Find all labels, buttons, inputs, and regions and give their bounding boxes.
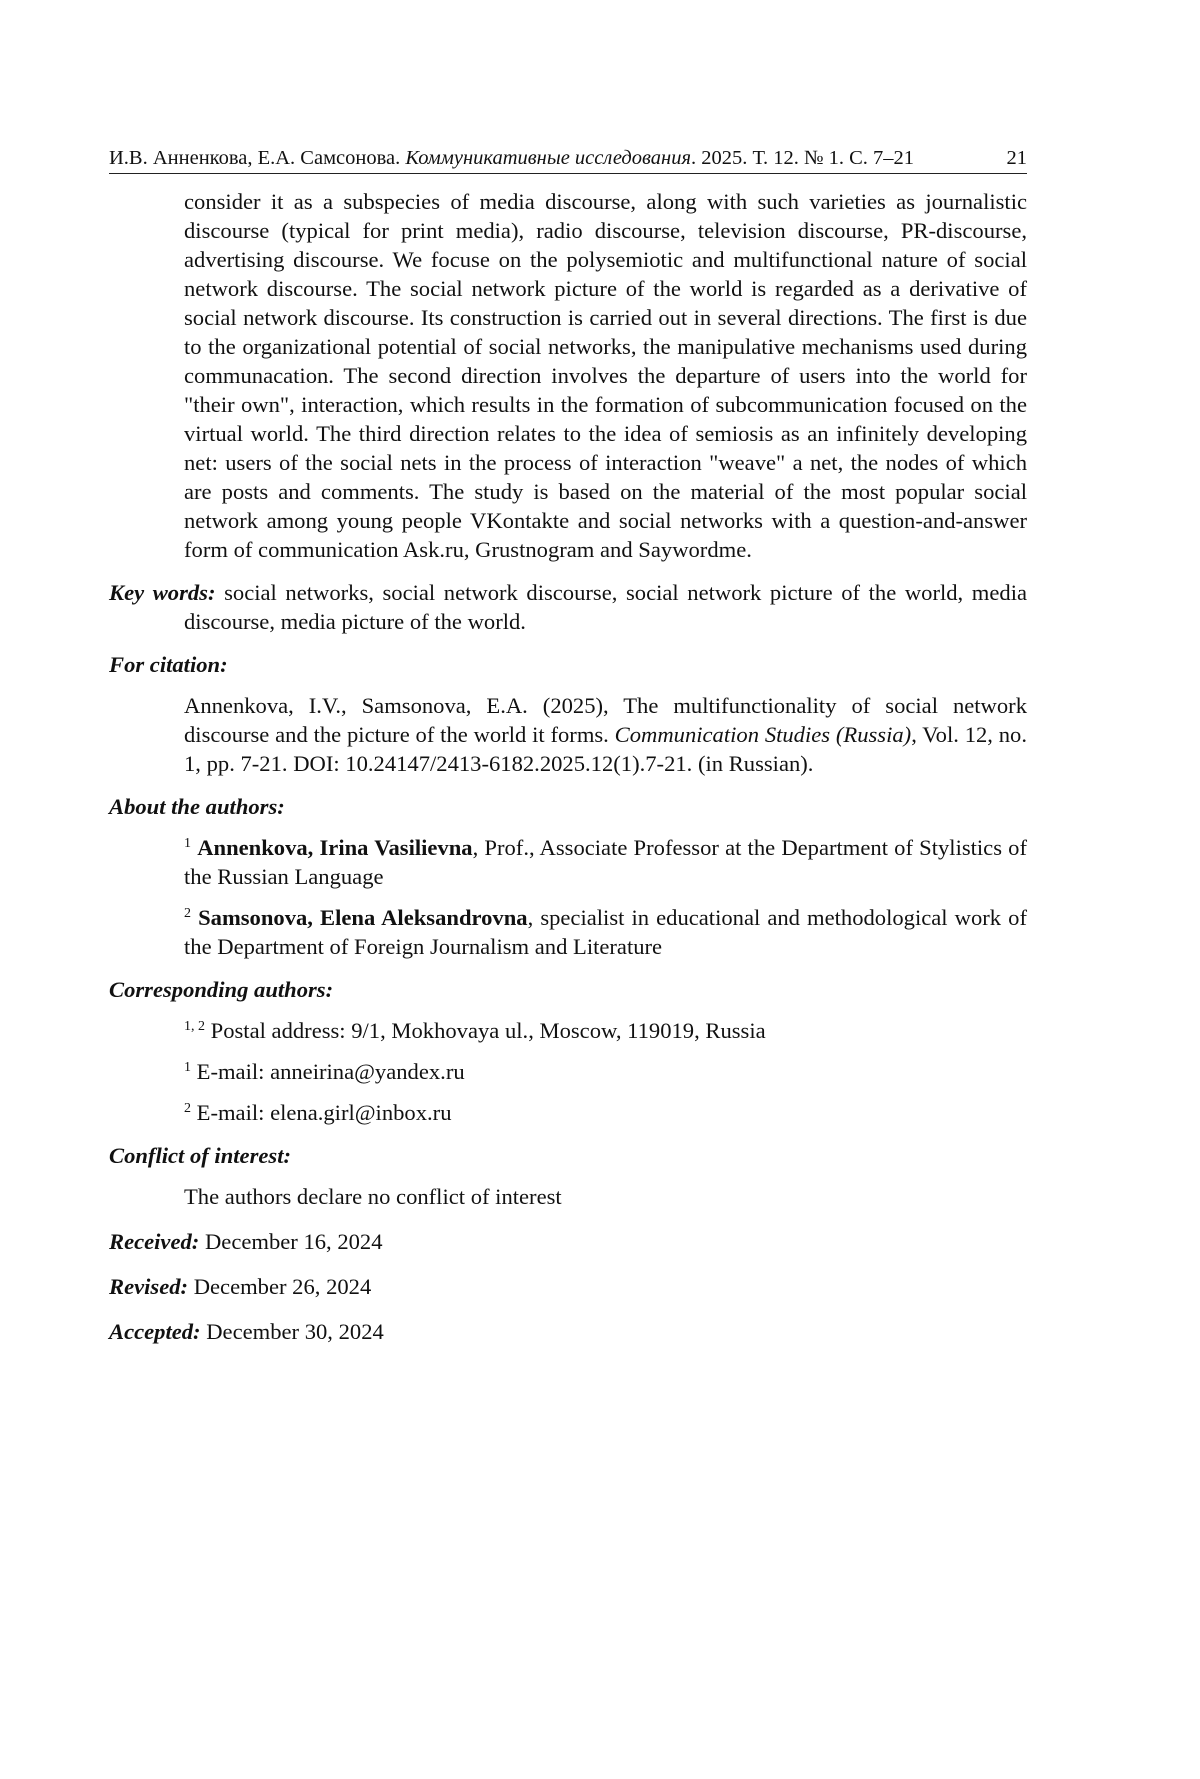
corresponding-label-row	[109, 975, 1027, 1004]
email-line	[184, 1057, 1027, 1086]
authors-label-row	[109, 792, 1027, 821]
header-journal-name: Коммуникативные исследования	[405, 147, 691, 169]
conflict-text: The authors declare no conflict of interest	[184, 1184, 562, 1209]
email-line	[184, 1098, 1027, 1127]
citation-before-journal: Annenkova, I.V., Samsonova, E.A. (2025), The multifunctionality of social network discourse and the picture of the world it forms.	[184, 693, 1027, 747]
citation-journal: Communication Studies (Russia)	[614, 722, 912, 747]
citation-label-row	[109, 650, 1027, 679]
revised-label: Revised:	[109, 1274, 189, 1299]
author-sup: 2	[184, 906, 191, 921]
keywords-label: Key words:	[109, 580, 216, 605]
article-metadata	[109, 187, 1027, 1346]
postal-address	[184, 1016, 1027, 1045]
email-sup: 2	[184, 1101, 191, 1116]
author-details: , specialist in educational and methodological work of the Department of Foreign Journalism and Literature	[184, 905, 1027, 959]
author-details: , Prof., Associate Professor at the Department of Stylistics of the Russian Language	[184, 835, 1028, 889]
header-issue: . 2025. Т. 12. № 1. С. 7–21	[690, 147, 915, 169]
header-citation	[109, 146, 914, 170]
received-line	[109, 1227, 1027, 1256]
authors-label: About the authors:	[109, 794, 285, 819]
accepted-date: December 30, 2024	[206, 1319, 384, 1344]
author-entry	[184, 833, 1027, 891]
citation-label: For citation:	[109, 652, 228, 677]
keywords-text: social networks, social network discourse, social network picture of the world, media discourse, media picture of the world.	[184, 580, 1027, 634]
author-entry	[184, 903, 1027, 961]
author-name: Samsonova, Elena Aleksandrovna	[198, 905, 528, 930]
keywords-section	[109, 578, 1027, 636]
citation-after-journal: , Vol. 12, no. 1, pp. 7-21. DOI: 10.24147/2413-6182.2025.12(1).7-21. (in Russian).	[184, 722, 1027, 776]
email-sup: 1	[184, 1060, 191, 1075]
received-label: Received:	[109, 1229, 200, 1254]
accepted-label: Accepted:	[109, 1319, 201, 1344]
abstract-continuation: consider it as a subspecies of media discourse, along with such varieties as journalistic discourse (typical for print media), radio discourse, television discourse, PR-discourse, advertising discourse. We focuse on the polysemiotic and multifunctional nature of social network discourse. The social network picture of the world is regarded as a derivative of social network discourse. Its construction is carried out in several directions. The first is due to the organizational potential of social networks, the manipulative mechanisms used during communacation. The second direction involves the departure of users into the world for "their own", interaction, which results in the formation of subcommunication focused on the virtual world. The third direction relates to the idea of semiosis as an infinitely developing net: users of the social nets in the process of interaction "weave" a net, the nodes of which are posts and comments. The study is based on the material of the most popular social network among young people VKontakte and social networks with a question-and-answer form of communication Ask.ru, Grustnogram and Saywordme.	[184, 189, 1027, 562]
author-sup: 1	[184, 836, 191, 851]
header-authors: И.В. Анненкова, Е.А. Самсонова.	[109, 147, 401, 169]
postal-sup: 1, 2	[184, 1019, 205, 1034]
revised-line	[109, 1272, 1027, 1301]
received-date: December 16, 2024	[204, 1229, 383, 1254]
author-name: Annenkova, Irina Vasilievna	[197, 835, 473, 860]
revised-date: December 26, 2024	[193, 1274, 372, 1299]
conflict-label-row	[109, 1141, 1027, 1170]
postal-text: Postal address: 9/1, Mokhovaya ul., Moscow, 119019, Russia	[210, 1018, 766, 1043]
corresponding-label: Corresponding authors:	[109, 977, 334, 1002]
conflict-label: Conflict of interest:	[109, 1143, 291, 1168]
citation-text	[184, 691, 1027, 778]
page-number: 21	[1006, 147, 1027, 169]
running-header	[109, 145, 1027, 174]
accepted-line	[109, 1317, 1027, 1346]
email-text: E-mail: anneirina@yandex.ru	[196, 1059, 465, 1084]
email-text: E-mail: elena.girl@inbox.ru	[196, 1100, 452, 1125]
